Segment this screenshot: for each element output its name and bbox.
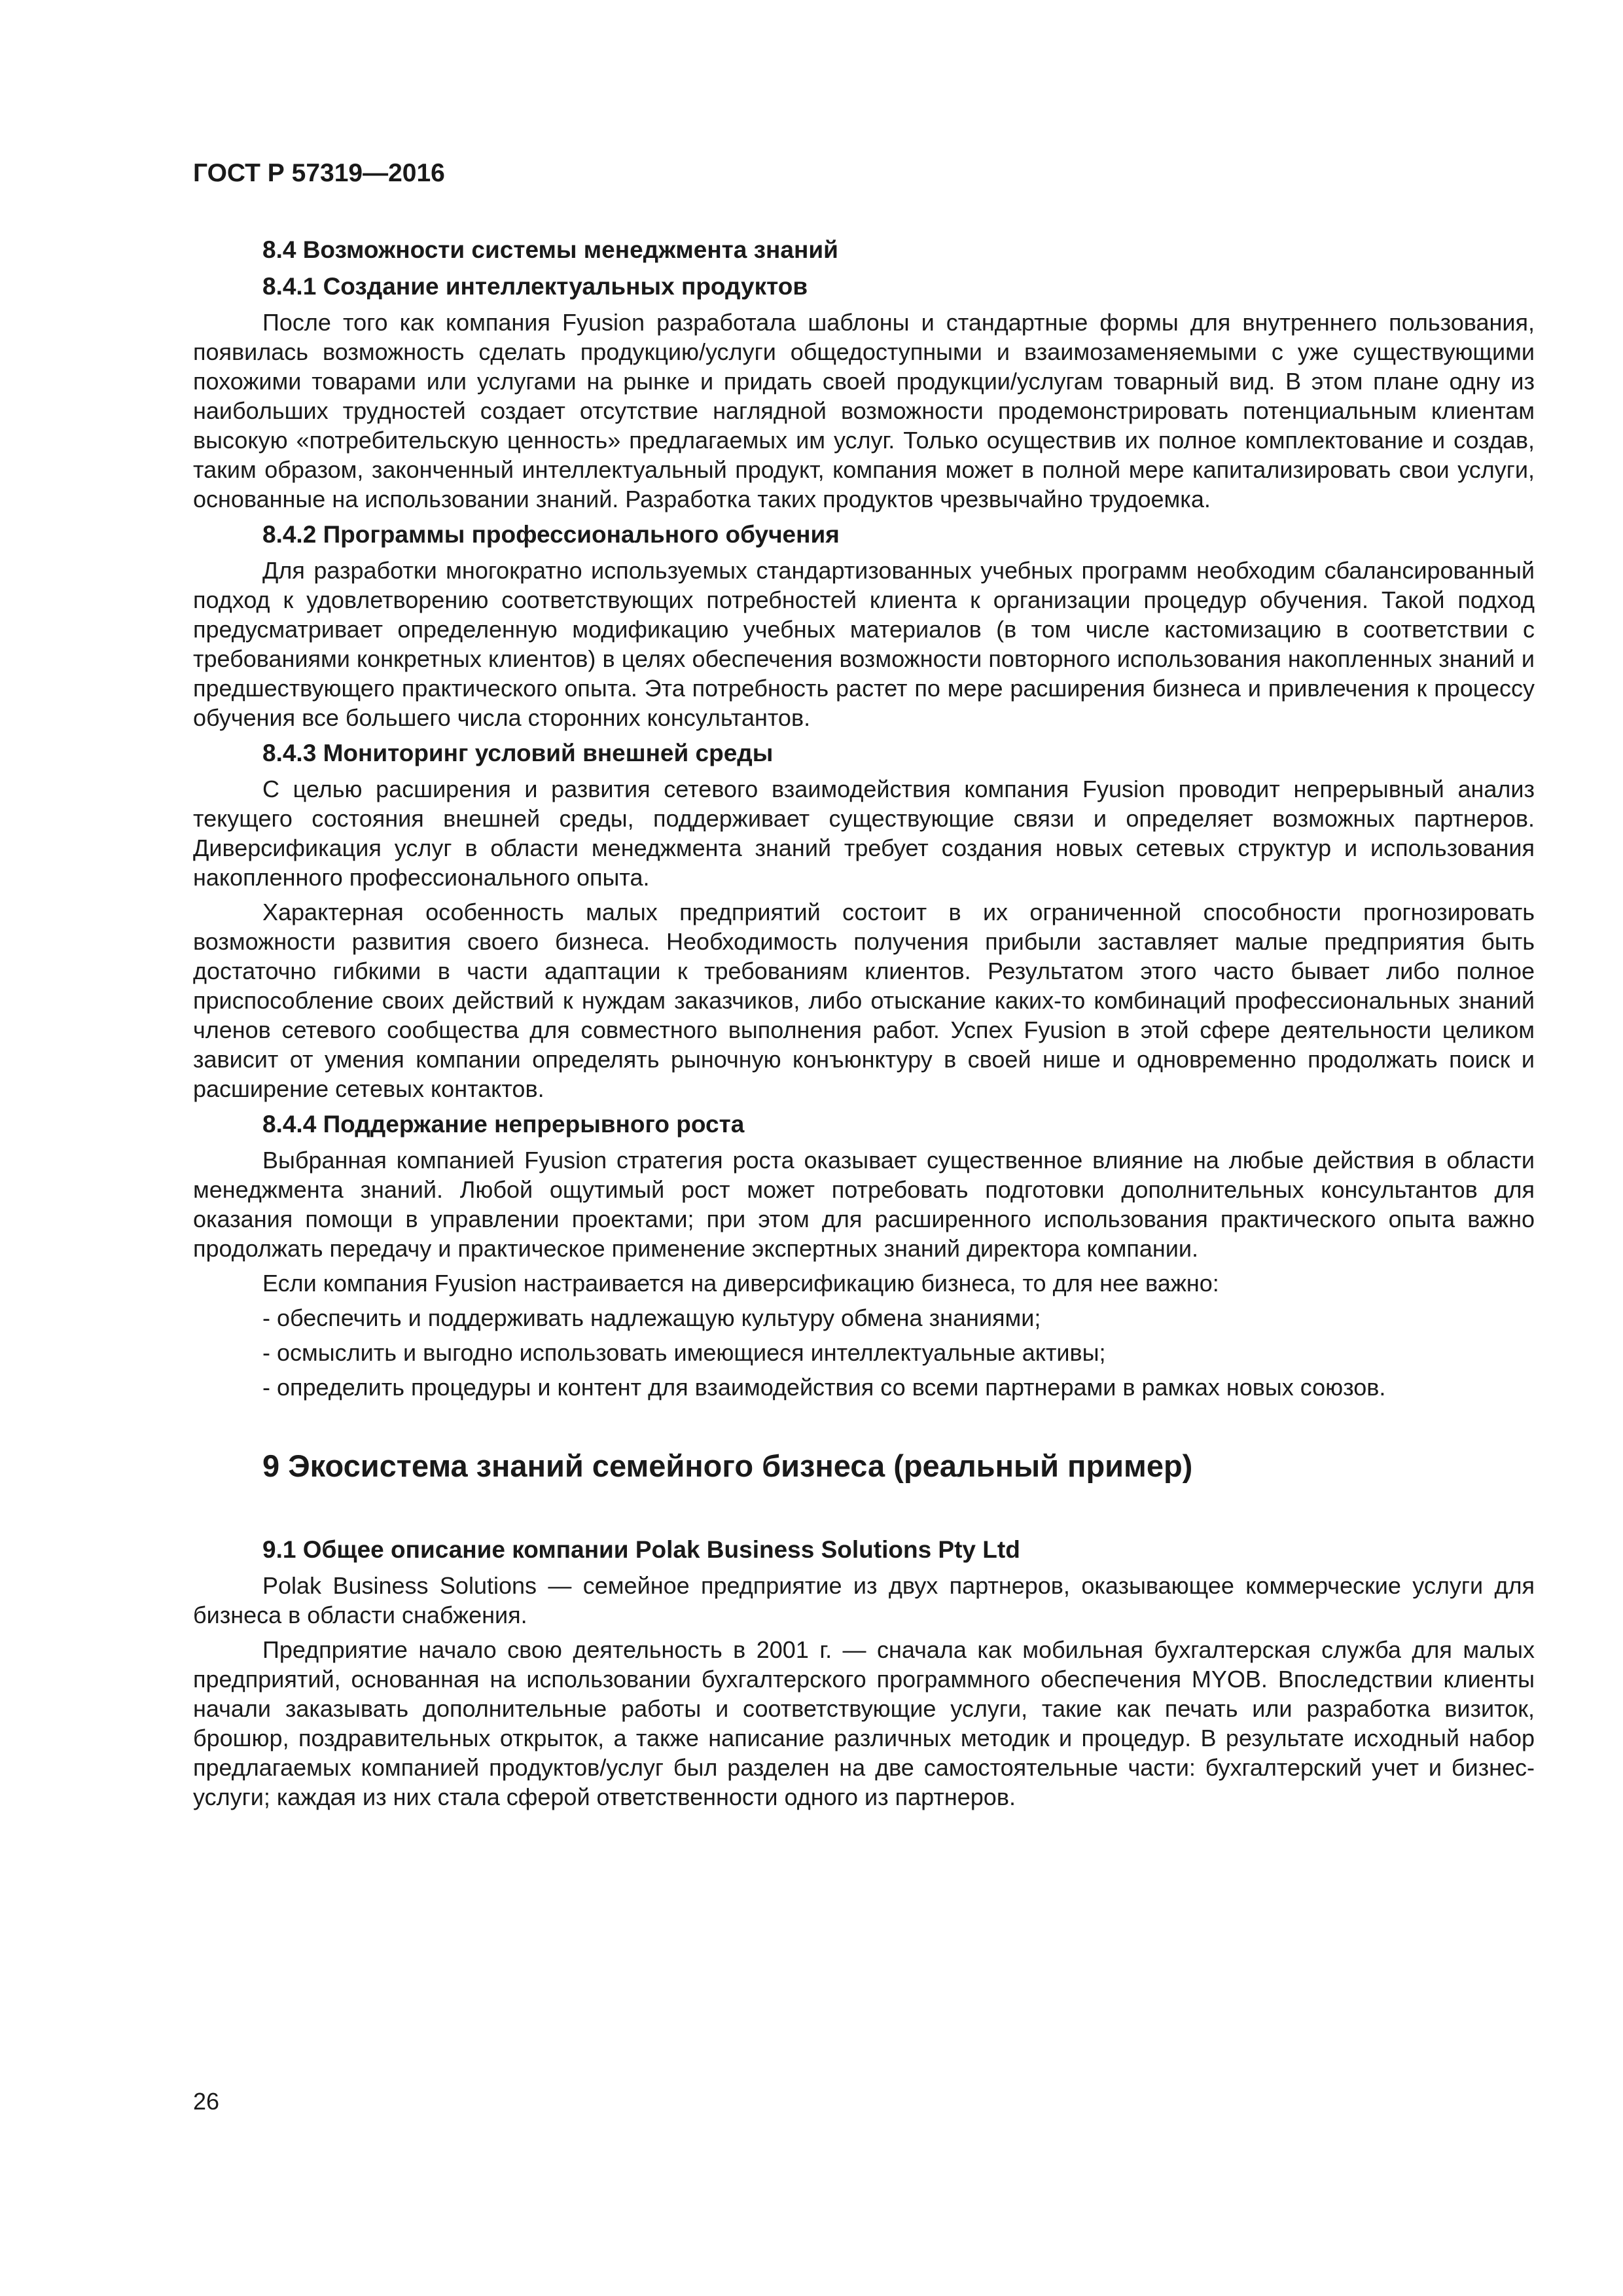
paragraph: После того как компания Fyusion разработала шаблоны и стандартные формы для внутреннего пользования, появилась возможность сделать продукцию/услуги общедоступными и взаимозаменяемыми с уже существующими похожими товарами или услугами на рынке и придать своей продукции/услугам товарный вид. В этом плане одну из наибольших трудностей создает отсутствие наглядной возможности продемонстрировать потенциальным клиентам высокую «потребительскую ценность» предлагаемых им услуг. Только осуществив их полное комплектование и создав, таким образом, законченный интеллектуальный продукт, компания может в полной мере капитализировать свои услуги, основанные на использовании знаний. Разработка таких продуктов чрезвычайно трудоемка. — [193, 309, 1535, 512]
standard-header: ГОСТ Р 57319—2016 — [193, 159, 445, 187]
list-item: - обеспечить и поддерживать надлежащую культуру обмена знаниями; — [262, 1304, 1041, 1331]
section-8-4-1-title: 8.4.1 Создание интеллектуальных продуктов — [262, 273, 808, 300]
page-number: 26 — [193, 2088, 220, 2115]
section-8-4-4-title: 8.4.4 Поддержание непрерывного роста — [262, 1111, 745, 1138]
paragraph: Выбранная компанией Fyusion стратегия роста оказывает существенное влияние на любые действия в области менеджмента знаний. Любой ощутимый рост может потребовать подготовки дополнительных консультантов для оказания помощи в управлении проектами; при этом для расширенного использования практического опыта важно продолжать передачу и практическое применение экспертных знаний директора компании. — [193, 1147, 1535, 1262]
section-9-1-title: 9.1 Общее описание компании Polak Business Solutions Pty Ltd — [262, 1536, 1020, 1563]
list-item: - осмыслить и выгодно использовать имеющиеся интеллектуальные активы; — [262, 1339, 1106, 1366]
section-8-4-2-title: 8.4.2 Программы профессионального обучения — [262, 521, 840, 548]
paragraph: Для разработки многократно используемых стандартизованных учебных программ необходим сбалансированный подход к удовлетворению соответствующих потребностей клиента к организации процедур обучения. Такой подход предусматривает определенную модификацию учебных материалов (в том числе кастомизацию в соответствии с требованиями конкретных клиентов) в целях обеспечения возможности повторного использования накопленных знаний и предшествующего практического опыта. Эта потребность растет по мере расширения бизнеса и привлечения к процессу обучения все большего числа сторонних консультантов. — [193, 557, 1535, 731]
list-item: - определить процедуры и контент для взаимодействия со всеми партнерами в рамках новых союзов. — [262, 1374, 1386, 1401]
paragraph: Если компания Fyusion настраивается на диверсификацию бизнеса, то для нее важно: — [262, 1270, 1219, 1297]
paragraph: Polak Business Solutions — семейное предприятие из двух партнеров, оказывающее коммерческие услуги для бизнеса в области снабжения. — [193, 1572, 1535, 1628]
section-9-title: 9 Экосистема знаний семейного бизнеса (реальный пример) — [262, 1448, 1193, 1483]
section-8-4-title: 8.4 Возможности системы менеджмента знаний — [262, 236, 838, 263]
section-8-4-3-title: 8.4.3 Мониторинг условий внешней среды — [262, 740, 774, 766]
paragraph: С целью расширения и развития сетевого взаимодействия компания Fyusion проводит непрерывный анализ текущего состояния внешней среды, поддерживает существующие связи и определяет возможных партнеров. Диверсификация услуг в области менеджмента знаний требует создания новых сетевых структур и использования накопленного профессионального опыта. — [193, 776, 1535, 891]
paragraph: Предприятие начало свою деятельность в 2001 г. — сначала как мобильная бухгалтерская служба для малых предприятий, основанная на использовании бухгалтерского программного обеспечения MYOB. Впоследствии клиенты начали заказывать дополнительные работы и соответствующие услуги, такие как печать или разработка визиток, брошюр, поздравительных открыток, а также написание различных методик и процедур. В результате исходный набор предлагаемых компанией продуктов/услуг был разделен на две самостоятельные части: бухгалтерский учет и бизнес-услуги; каждая из них стала сферой ответственности одного из партнеров. — [193, 1636, 1535, 1810]
paragraph: Характерная особенность малых предприятий состоит в их ограниченной способности прогнозировать возможности развития своего бизнеса. Необходимость получения прибыли заставляет малые предприятия быть достаточно гибкими в части адаптации к требованиям клиентов. Результатом этого часто бывает либо полное приспособление своих действий к нуждам заказчиков, либо отыскание каких-то комбинаций профессиональных знаний членов сетевого сообщества для совместного выполнения работ. Успех Fyusion в этой сфере деятельности целиком зависит от умения компании определять рыночную конъюнктуру в своей нише и одновременно продолжать поиск и расширение сетевых контактов. — [193, 899, 1535, 1102]
document-page — [193, 157, 1535, 1817]
